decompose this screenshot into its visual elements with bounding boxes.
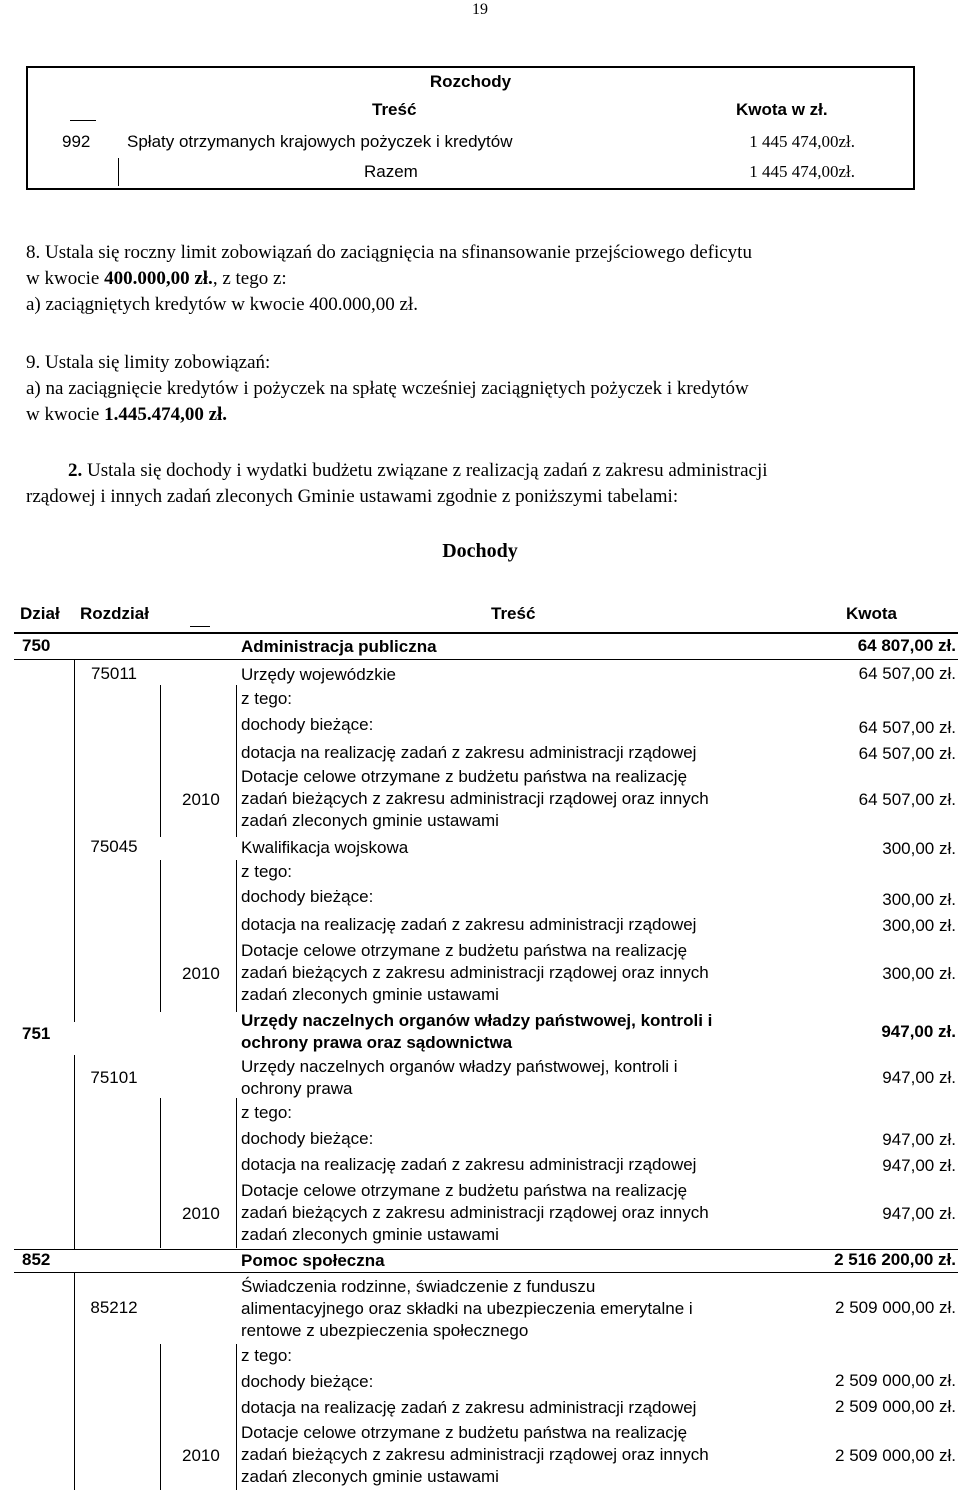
para2-line1: 2. Ustala się dochody i wydatki budżetu związane z realizacją zadań z zakresu administracji <box>68 460 768 481</box>
biezace-amount: 2 509 000,00 zł. <box>835 1371 956 1390</box>
para9-line3: w kwocie 1.445.474,00 zł. <box>26 404 228 425</box>
biezace-label: dochody bieżące: <box>241 1129 374 1148</box>
header-paragraf-blank <box>190 602 210 627</box>
z-tego-label: z tego: <box>241 689 293 708</box>
rozchody-code: 992 <box>62 132 91 151</box>
biezace-amount: 64 507,00 zł. <box>858 718 956 737</box>
z-tego-label: z tego: <box>241 862 293 881</box>
paragraf-amount: 947,00 zł. <box>882 1204 956 1223</box>
dzial-code: 750 <box>22 636 51 655</box>
dotacja-label: dotacja na realizację zadań z zakresu administracji rządowej <box>241 1398 697 1417</box>
para8-line3: a) zaciągniętych kredytów w kwocie 400.000,00 zł. <box>26 294 419 315</box>
dotacja-label: dotacja na realizację zadań z zakresu administracji rządowej <box>241 743 697 762</box>
para9-line2: a) na zaciągnięcie kredytów i pożyczek na spłatę wcześniej zaciągniętych pożyczek i kredytów <box>26 378 749 399</box>
rozchody-row-992 <box>28 128 913 156</box>
rozchody-title: Rozchody <box>429 72 512 91</box>
dzial-code: 852 <box>22 1250 51 1269</box>
header-dzial: Dział <box>20 604 60 623</box>
para2-line2: rządowej i innych zadań zleconych Gminie ustawami zgodnie z poniższymi tabelami: <box>26 486 679 507</box>
dzial-name: Pomoc społeczna <box>241 1251 385 1270</box>
header-kwota: Kwota <box>846 604 897 623</box>
dotacja-amount: 2 509 000,00 zł. <box>835 1397 956 1416</box>
rozchody-header-row <box>28 96 913 124</box>
biezace-label: dochody bieżące: <box>241 887 374 906</box>
paragraf-code: 2010 <box>182 964 220 983</box>
header-tresc: Treść <box>491 604 536 623</box>
paragraf-code: 2010 <box>182 1204 220 1223</box>
page-number: 19 <box>472 1 488 18</box>
paragraf-amount: 64 507,00 zł. <box>858 790 956 809</box>
rozdzial-name: Kwalifikacja wojskowa <box>241 838 409 857</box>
header-rozdzial: Rozdział <box>80 604 149 623</box>
biezace-amount: 947,00 zł. <box>882 1130 956 1149</box>
dotacja-amount: 64 507,00 zł. <box>858 744 956 763</box>
paragraph-9 <box>26 350 936 428</box>
para9-line1: 9. Ustala się limity zobowiązań: <box>26 352 271 373</box>
rozdzial-amount: 2 509 000,00 zł. <box>835 1298 956 1317</box>
paragraph-8 <box>26 240 936 318</box>
dzial-amount: 947,00 zł. <box>881 1022 956 1041</box>
rozdzial-name: Świadczenia rodzinne, świadczenie z funduszu alimentacyjnego oraz składki na ubezpieczenia emerytalne i rentowe z ubezpieczenia społecznego <box>241 1277 693 1340</box>
rozdzial-code: 75045 <box>90 837 138 856</box>
rozdzial-code: 75101 <box>90 1068 138 1087</box>
paragraf-name: Dotacje celowe otrzymane z budżetu państwa na realizację zadań bieżących z zakresu administracji rządowej oraz innych zadań zleconych gminie ustawami <box>241 1423 709 1486</box>
biezace-label: dochody bieżące: <box>241 1372 374 1391</box>
dzial-name: Urzędy naczelnych organów władzy państwowej, kontroli i ochrony prawa oraz sądownictwa <box>241 1011 713 1052</box>
dochody-header <box>14 596 958 634</box>
biezace-label: dochody bieżące: <box>241 715 374 734</box>
paragraf-amount: 2 509 000,00 zł. <box>835 1446 956 1465</box>
dochody-title: Dochody <box>442 540 518 562</box>
paragraf-name: Dotacje celowe otrzymane z budżetu państwa na realizację zadań bieżących z zakresu administracji rządowej oraz innych zadań zleconych gminie ustawami <box>241 1181 709 1244</box>
paragraf-code: 2010 <box>182 790 220 809</box>
rozdzial-amount: 947,00 zł. <box>882 1068 956 1087</box>
biezace-amount: 300,00 zł. <box>882 890 956 909</box>
dotacja-amount: 300,00 zł. <box>882 916 956 935</box>
rozchody-total-amount: 1 445 474,00zł. <box>749 162 855 181</box>
para8-line1: 8. Ustala się roczny limit zobowiązań do zaciągnięcia na sfinansowanie przejściowego deficytu <box>26 242 752 263</box>
dzial-amount: 2 516 200,00 zł. <box>834 1250 956 1269</box>
dotacja-label: dotacja na realizację zadań z zakresu administracji rządowej <box>241 1155 697 1174</box>
rozdzial-code: 85212 <box>90 1298 138 1317</box>
rozdzial-name: Urzędy naczelnych organów władzy państwowej, kontroli i ochrony prawa <box>241 1057 678 1098</box>
rozchody-row-amount: 1 445 474,00zł. <box>749 132 855 151</box>
dzial-code: 751 <box>22 1024 51 1043</box>
z-tego-label: z tego: <box>241 1103 293 1122</box>
z-tego-label: z tego: <box>241 1346 293 1365</box>
rozdzial-amount: 300,00 zł. <box>882 839 956 858</box>
rozchody-row-text: Spłaty otrzymanych krajowych pożyczek i kredytów <box>127 132 513 151</box>
paragraf-name: Dotacje celowe otrzymane z budżetu państwa na realizację zadań bieżących z zakresu administracji rządowej oraz innych zadań zleconych gminie ustawami <box>241 767 709 830</box>
para8-line2: w kwocie 400.000,00 zł., z tego z: <box>26 268 287 289</box>
dotacja-label: dotacja na realizację zadań z zakresu administracji rządowej <box>241 915 697 934</box>
rozchody-table <box>26 66 915 190</box>
paragraf-code: 2010 <box>182 1446 220 1465</box>
dzial-name: Administracja publiczna <box>241 637 437 656</box>
paragraf-amount: 300,00 zł. <box>882 964 956 983</box>
rozdzial-code: 75011 <box>90 664 137 683</box>
paragraf-name: Dotacje celowe otrzymane z budżetu państwa na realizację zadań bieżących z zakresu administracji rządowej oraz innych zadań zleconych gminie ustawami <box>241 941 709 1004</box>
dotacja-amount: 947,00 zł. <box>882 1156 956 1175</box>
dzial-amount: 64 807,00 zł. <box>857 636 956 655</box>
rozchody-col-tresc: Treść <box>372 100 417 119</box>
rozchody-total-row <box>28 158 913 186</box>
rozchody-col-kwota: Kwota w zł. <box>736 100 828 119</box>
rozdzial-name: Urzędy wojewódzkie <box>241 665 396 684</box>
rozdzial-amount: 64 507,00 zł. <box>858 664 956 683</box>
paragraph-2 <box>26 458 936 510</box>
rozchody-total-label: Razem <box>364 162 418 181</box>
